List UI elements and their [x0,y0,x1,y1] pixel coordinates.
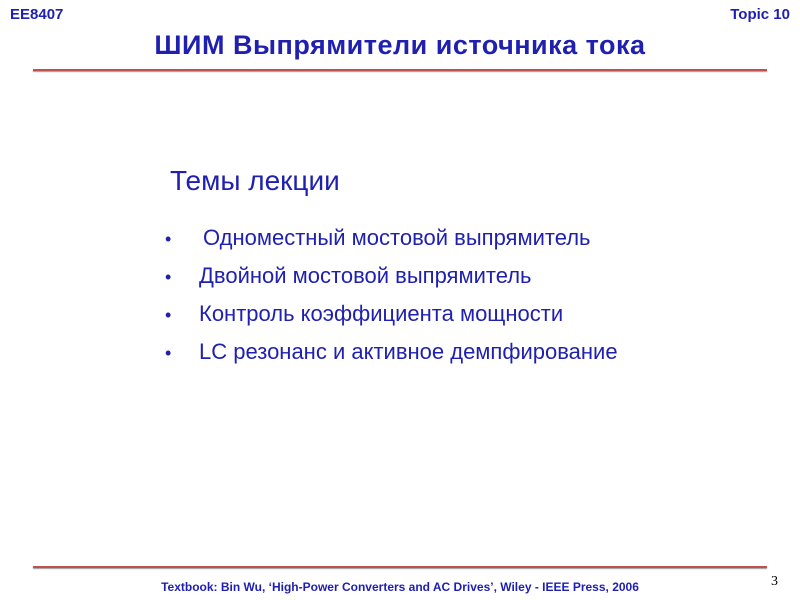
list-item-text: LC резонанс и активное демпфирование [199,339,618,364]
bottom-divider [33,566,767,568]
list-item [165,339,618,377]
list-item-text: Одноместный мостовой выпрямитель [203,225,591,250]
course-code: EE8407 [10,6,64,23]
slide-title: ШИМ Выпрямители источника тока [154,30,646,60]
bullet-icon: • [165,305,172,325]
topic-label: Topic 10 [730,6,790,23]
list-item [165,263,618,301]
bullet-icon: • [165,229,172,249]
topic-list [165,225,618,377]
list-item-text: Двойной мостовой выпрямитель [199,263,532,288]
textbook-reference: Textbook: Bin Wu, ‘High-Power Converters and AC Drives’, Wiley - IEEE Press, 2006 [161,580,639,594]
bullet-icon: • [165,343,172,363]
section-heading: Темы лекции [170,165,340,196]
top-divider [33,69,767,71]
page-number: 3 [771,574,778,589]
list-item-text: Контроль коэффициента мощности [199,301,564,326]
list-item [165,225,618,263]
list-item [165,301,618,339]
bullet-icon: • [165,267,172,287]
